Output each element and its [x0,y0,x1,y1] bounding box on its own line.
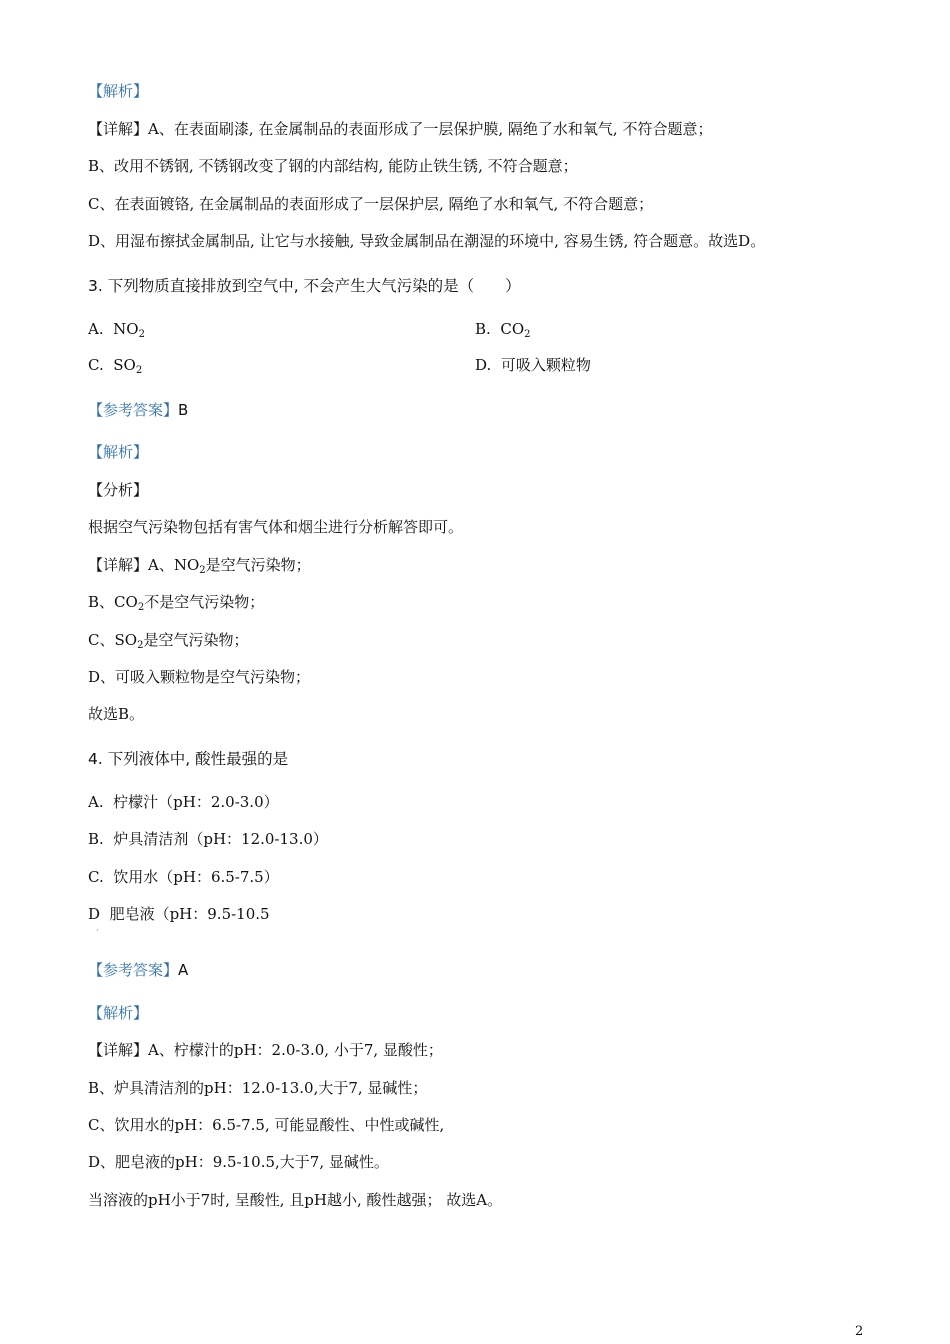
q3-answer-value: B [178,401,189,419]
q3-line-b-post: 不是空气污染物； [144,593,265,611]
q3-option-c [88,355,142,375]
q3-xiangjie-line-c [88,630,248,650]
xiangjie-line-1b: B、改用不锈钢, 不锈钢改变了钢的内部结构, 能防止铁生锈, 不符合题意； [88,157,578,175]
q3-option-a-sub: 2 [138,329,145,340]
q3-fenxi-text: 根据空气污染物包括有害气体和烟尘进行分析解答即可。 [88,518,464,536]
q3-conclusion: 故选B。 [88,705,145,723]
q3-line-c-post: 是空气污染物； [143,631,249,649]
question-4-stem: 4. 下列液体中, 酸性最强的是 [88,750,289,768]
q3-option-b-label: B. [475,320,491,338]
q4-answer [88,960,188,980]
q4-option-d-label: D [88,905,101,923]
q3-answer-tag: 【参考答案】 [88,401,179,419]
jiexi-heading-1: 【解析】 [88,82,149,100]
q4-option-d-text: 肥皂液（pH：9.5-10.5 [109,905,270,923]
q3-option-a [88,319,145,339]
q3-option-c-text: SO [113,356,136,374]
q3-line-a-sub: 2 [199,565,206,576]
q3-fenxi-heading: 【分析】 [88,481,149,499]
xiangjie-tag: 【详解】 [88,120,149,138]
q4-xiangjie-tag: 【详解】 [88,1041,149,1059]
xiangjie-line-1d: D、用湿布擦拭金属制品, 让它与水接触, 导致金属制品在潮湿的环境中, 容易生锈, 符合题意。故选D。 [88,232,766,250]
q4-answer-value: A [178,961,189,979]
q3-option-a-text: NO [113,320,139,338]
xiangjie-text: A、在表面刷漆, 在金属制品的表面形成了一层保护膜, 隔绝了水和氧气, 不符合题意； [148,120,713,138]
q3-xiangjie-line-d: D、可吸入颗粒物是空气污染物； [88,668,311,686]
q3-line-a-pre: A、NO [148,556,200,574]
q3-option-b-sub: 2 [524,329,531,340]
xiangjie-line-1c: C、在表面镀铬, 在金属制品的表面形成了一层保护层, 隔绝了水和氧气, 不符合题意； [88,195,654,213]
q3-option-c-label: C. [88,356,104,374]
q3-xiangjie-line-b [88,592,264,612]
q3-jiexi-heading: 【解析】 [88,443,149,461]
question-3-stem: 3. 下列物质直接排放到空气中, 不会产生大气污染的是（ ） [88,277,521,295]
q3-option-b-text: CO [500,320,525,338]
q4-xiangjie-line-c: C、饮用水的pH：6.5-7.5, 可能显酸性、中性或碱性, [88,1116,445,1134]
xiangjie-line-1a [88,119,712,139]
q4-option-c [88,867,279,887]
q4-xiangjie-line-d: D、肥皂液的pH：9.5-10.5,大于7, 显碱性。 [88,1153,389,1171]
q4-jiexi-heading: 【解析】 [88,1004,149,1022]
q4-option-a-label: A. [88,793,104,811]
q4-option-b-text: 炉具清洁剂（pH：12.0-13.0） [113,830,328,848]
q4-option-c-label: C. [88,868,104,886]
q4-option-a-text: 柠檬汁（pH：2.0-3.0） [113,793,279,811]
q4-option-a [88,792,279,812]
q4-xiangjie-line-a [88,1040,443,1060]
q3-option-b [475,319,531,339]
q4-line-a-text: A、柠檬汁的pH：2.0-3.0, 小于7, 显酸性； [148,1041,443,1059]
q3-option-c-sub: 2 [135,365,143,376]
q3-line-b-pre: B、CO [88,593,138,611]
q4-option-b [88,829,328,849]
q3-xiangjie-line-a [88,555,311,575]
q3-option-d [475,355,591,375]
q3-answer [88,400,188,420]
q3-line-c-pre: C、SO [88,631,138,649]
page-number: 2 [855,1324,864,1339]
q3-line-b-sub: 2 [137,602,145,613]
q3-option-d-text: 可吸入颗粒物 [500,356,591,374]
q4-answer-tag: 【参考答案】 [88,961,179,979]
q4-option-d [88,904,270,924]
q3-line-c-sub: 2 [137,640,144,651]
q4-option-c-text: 饮用水（pH：6.5-7.5） [113,868,279,886]
q4-conclusion: 当溶液的pH小于7时, 呈酸性, 且pH越小, 酸性越强； 故选A。 [88,1191,503,1209]
q4-option-b-label: B. [88,830,104,848]
q3-option-a-label: A. [88,320,104,338]
q4-xiangjie-line-b: B、炉具清洁剂的pH：12.0-13.0,大于7, 显碱性； [88,1079,428,1097]
q3-line-a-post: 是空气污染物； [205,556,311,574]
stray-dot: · [96,926,99,935]
q3-xiangjie-tag: 【详解】 [88,556,149,574]
q3-option-d-label: D. [475,356,492,374]
